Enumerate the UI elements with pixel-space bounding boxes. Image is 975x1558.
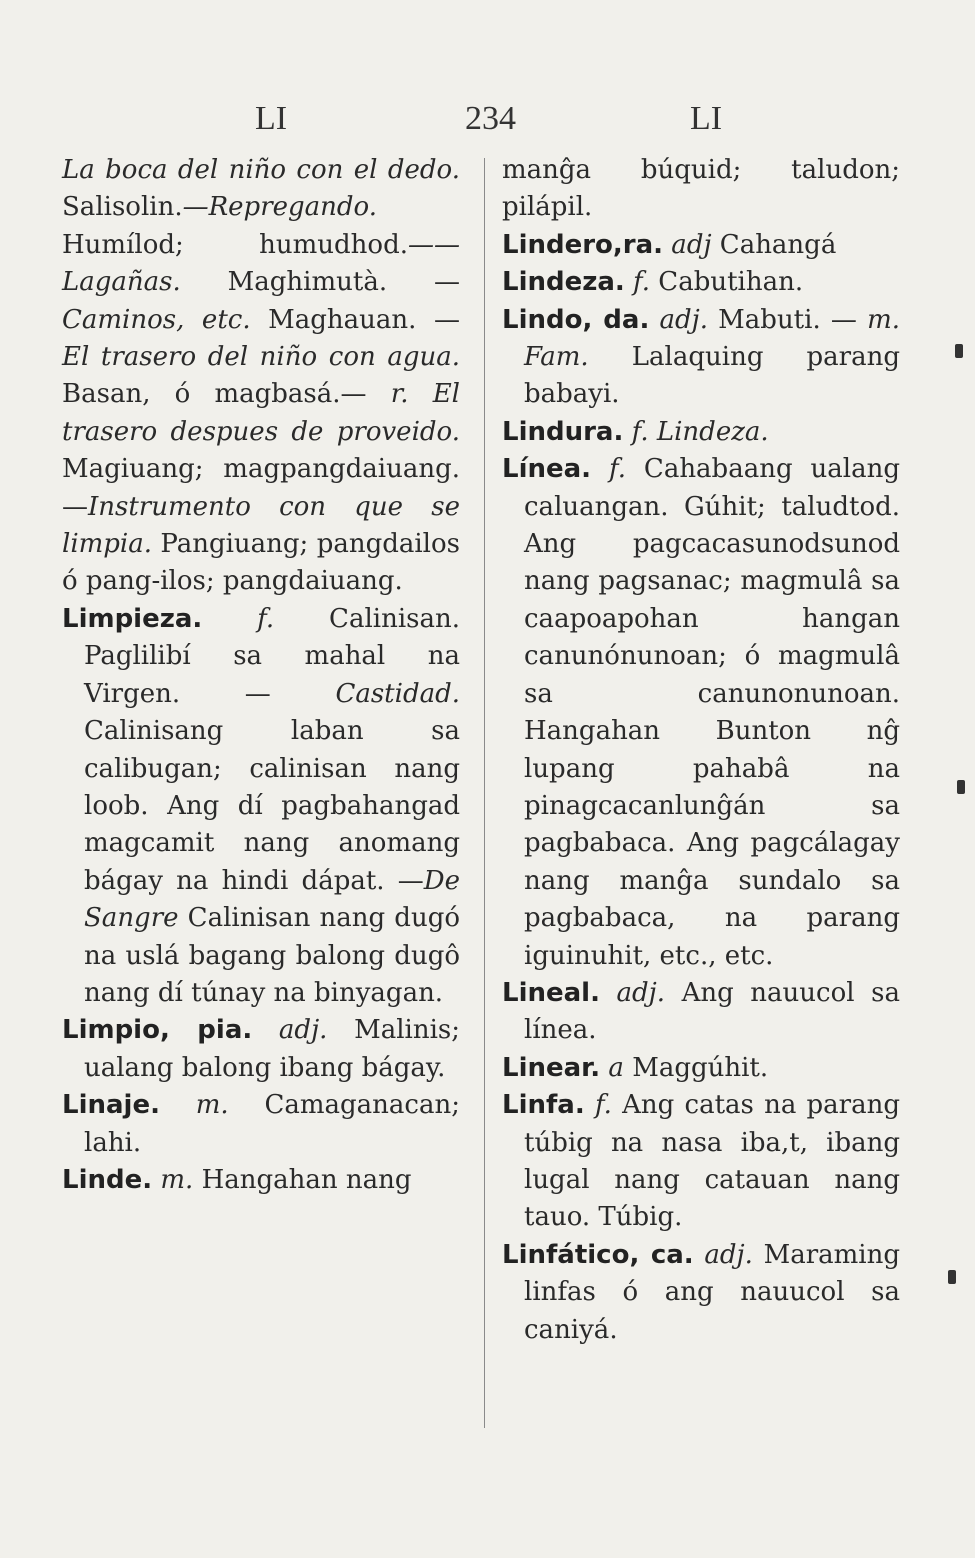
- grammar-or-italic-text: r. El trasero despues de proveido.: [62, 379, 460, 447]
- left-column: [62, 152, 460, 1199]
- definition-text: Salisolin.: [62, 192, 183, 223]
- definition-text: Basan, ó magbasá.—: [62, 379, 391, 410]
- dictionary-entry: [502, 1087, 900, 1237]
- page-header: [0, 100, 975, 150]
- definition-text: Cabutihan.: [650, 267, 804, 298]
- definition-text: Maraming linfas ó ang nauucol sa caniyá.: [524, 1239, 900, 1345]
- grammar-or-italic-text: f. Lindeza.: [623, 416, 769, 447]
- grammar-or-italic-text: m.: [159, 1090, 229, 1121]
- grammar-or-italic-text: —Repregando.: [182, 192, 378, 223]
- entry-headword: Limpieza.: [62, 603, 203, 634]
- definition-text: Lalaquing parang babayi.: [524, 342, 900, 410]
- grammar-or-italic-text: La boca del niño con el dedo.: [62, 155, 460, 185]
- entry-headword: Lineal.: [502, 977, 600, 1008]
- continuation-text: [62, 152, 460, 601]
- header-right-guide: LI: [690, 100, 723, 137]
- definition-text: Camaganacan; lahi.: [84, 1090, 460, 1158]
- header-left-guide: LI: [255, 100, 288, 137]
- definition-text: Maggúhit.: [623, 1052, 769, 1083]
- grammar-or-italic-text: Castidad.: [335, 678, 460, 709]
- dictionary-entry: [502, 975, 900, 1050]
- definition-text: Malinis; ualang balong ibang bágay.: [84, 1015, 460, 1083]
- continuation-text: [502, 152, 900, 227]
- entry-headword: Lindo, da.: [502, 304, 650, 335]
- entry-headword: Linde.: [62, 1164, 153, 1195]
- grammar-or-italic-text: El trasero del niño con agua.: [62, 342, 460, 373]
- dictionary-entry: [62, 601, 460, 1012]
- dictionary-entry: [62, 1087, 460, 1162]
- grammar-or-italic-text: f.: [584, 1090, 612, 1121]
- definition-text: Ang nauucol sa línea.: [524, 977, 900, 1046]
- grammar-or-italic-text: adj: [663, 229, 712, 260]
- grammar-or-italic-text: f.: [591, 454, 626, 485]
- grammar-or-italic-text: Caminos, etc.: [62, 304, 251, 335]
- definition-text: Maghimutà. —: [180, 267, 460, 298]
- definition-text: Calinisang laban sa calibugan; calinisan nang loob. Ang dí pagbahangad magcamit nang anomang bágay na hindi dápat. —: [84, 716, 460, 896]
- dictionary-entry: [502, 302, 900, 414]
- grammar-or-italic-text: Instrumento con que se limpia.: [62, 491, 460, 560]
- entry-headword: Limpio, pia.: [62, 1015, 253, 1046]
- dictionary-entry: [502, 227, 900, 264]
- entry-headword: Linfa.: [502, 1090, 585, 1121]
- column-divider: [484, 158, 485, 1428]
- grammar-or-italic-text: f.: [202, 603, 275, 634]
- dictionary-entry: [502, 414, 900, 451]
- definition-text: Humílod; humudhod.: [62, 229, 408, 260]
- grammar-or-italic-text: m.: [152, 1164, 194, 1195]
- definition-text: Cahangá: [711, 229, 837, 260]
- dictionary-entry: [502, 264, 900, 301]
- definition-text: Calinisan nang dugó na uslá bagang balong dugô nang dí túnay na binyagan.: [84, 903, 460, 1008]
- definition-text: Magiuang; magpangdaiuang.—: [62, 454, 460, 522]
- margin-speck: [957, 780, 965, 794]
- dictionary-entry: [502, 451, 900, 975]
- definition-text: manĝa búquid; taludon; pilápil.: [502, 155, 900, 223]
- grammar-or-italic-text: adj.: [693, 1239, 753, 1270]
- dictionary-entry: [62, 1162, 460, 1199]
- definition-text: Maghauan. —: [250, 304, 460, 335]
- entry-headword: Lindero,ra.: [502, 229, 664, 260]
- entry-headword: Linear.: [502, 1052, 601, 1083]
- definition-text: Cahabaang ualang caluangan. Gúhit; taludtod. Ang pagcacasunodsunod nang pagsanac; magmulâ sa caapoapohan hangan canunónunoan; ó magmulâ sa canunonunoan. Hangahan Bunton nĝ lupang pahabâ na pinagcacanlunĝán sa pagbabaca. Ang pagcálagay nang manĝa sundalo sa pagbabaca, na parang iguinuhit, etc., etc.: [524, 454, 900, 971]
- grammar-or-italic-text: De Sangre: [84, 865, 460, 934]
- grammar-or-italic-text: —— Lagañas.: [62, 229, 460, 298]
- definition-text: Mabuti. —: [708, 304, 868, 335]
- definition-text: Ang catas na parang túbig na nasa iba,t, ibang lugal nang catauan nang tauo. Túbig.: [524, 1090, 900, 1233]
- grammar-or-italic-text: a: [600, 1052, 624, 1083]
- entry-headword: Linfático, ca.: [502, 1239, 694, 1270]
- definition-text: Hangahan nang: [193, 1164, 412, 1195]
- entry-headword: Línea.: [502, 454, 592, 485]
- dictionary-entry: [502, 1237, 900, 1349]
- grammar-or-italic-text: adj.: [649, 304, 708, 335]
- entry-headword: Lindura.: [502, 416, 624, 447]
- entry-headword: Lindeza.: [502, 267, 625, 298]
- grammar-or-italic-text: adj.: [252, 1015, 328, 1046]
- entry-headword: Linaje.: [62, 1090, 160, 1121]
- dictionary-entry: [502, 1050, 900, 1087]
- margin-speck: [955, 344, 963, 358]
- grammar-or-italic-text: m. Fam.: [524, 304, 900, 373]
- grammar-or-italic-text: adj.: [599, 977, 666, 1008]
- definition-text: Calinisan. Paglilibí sa mahal na Virgen. —: [84, 603, 460, 709]
- dictionary-entry: [62, 1012, 460, 1087]
- margin-speck: [948, 1270, 956, 1284]
- page-number: 234: [465, 100, 516, 137]
- definition-text: Pangiuang; pangdailos ó pang-ilos; pangdaiuang.: [62, 529, 460, 597]
- grammar-or-italic-text: f.: [624, 267, 651, 298]
- right-column: [502, 152, 900, 1349]
